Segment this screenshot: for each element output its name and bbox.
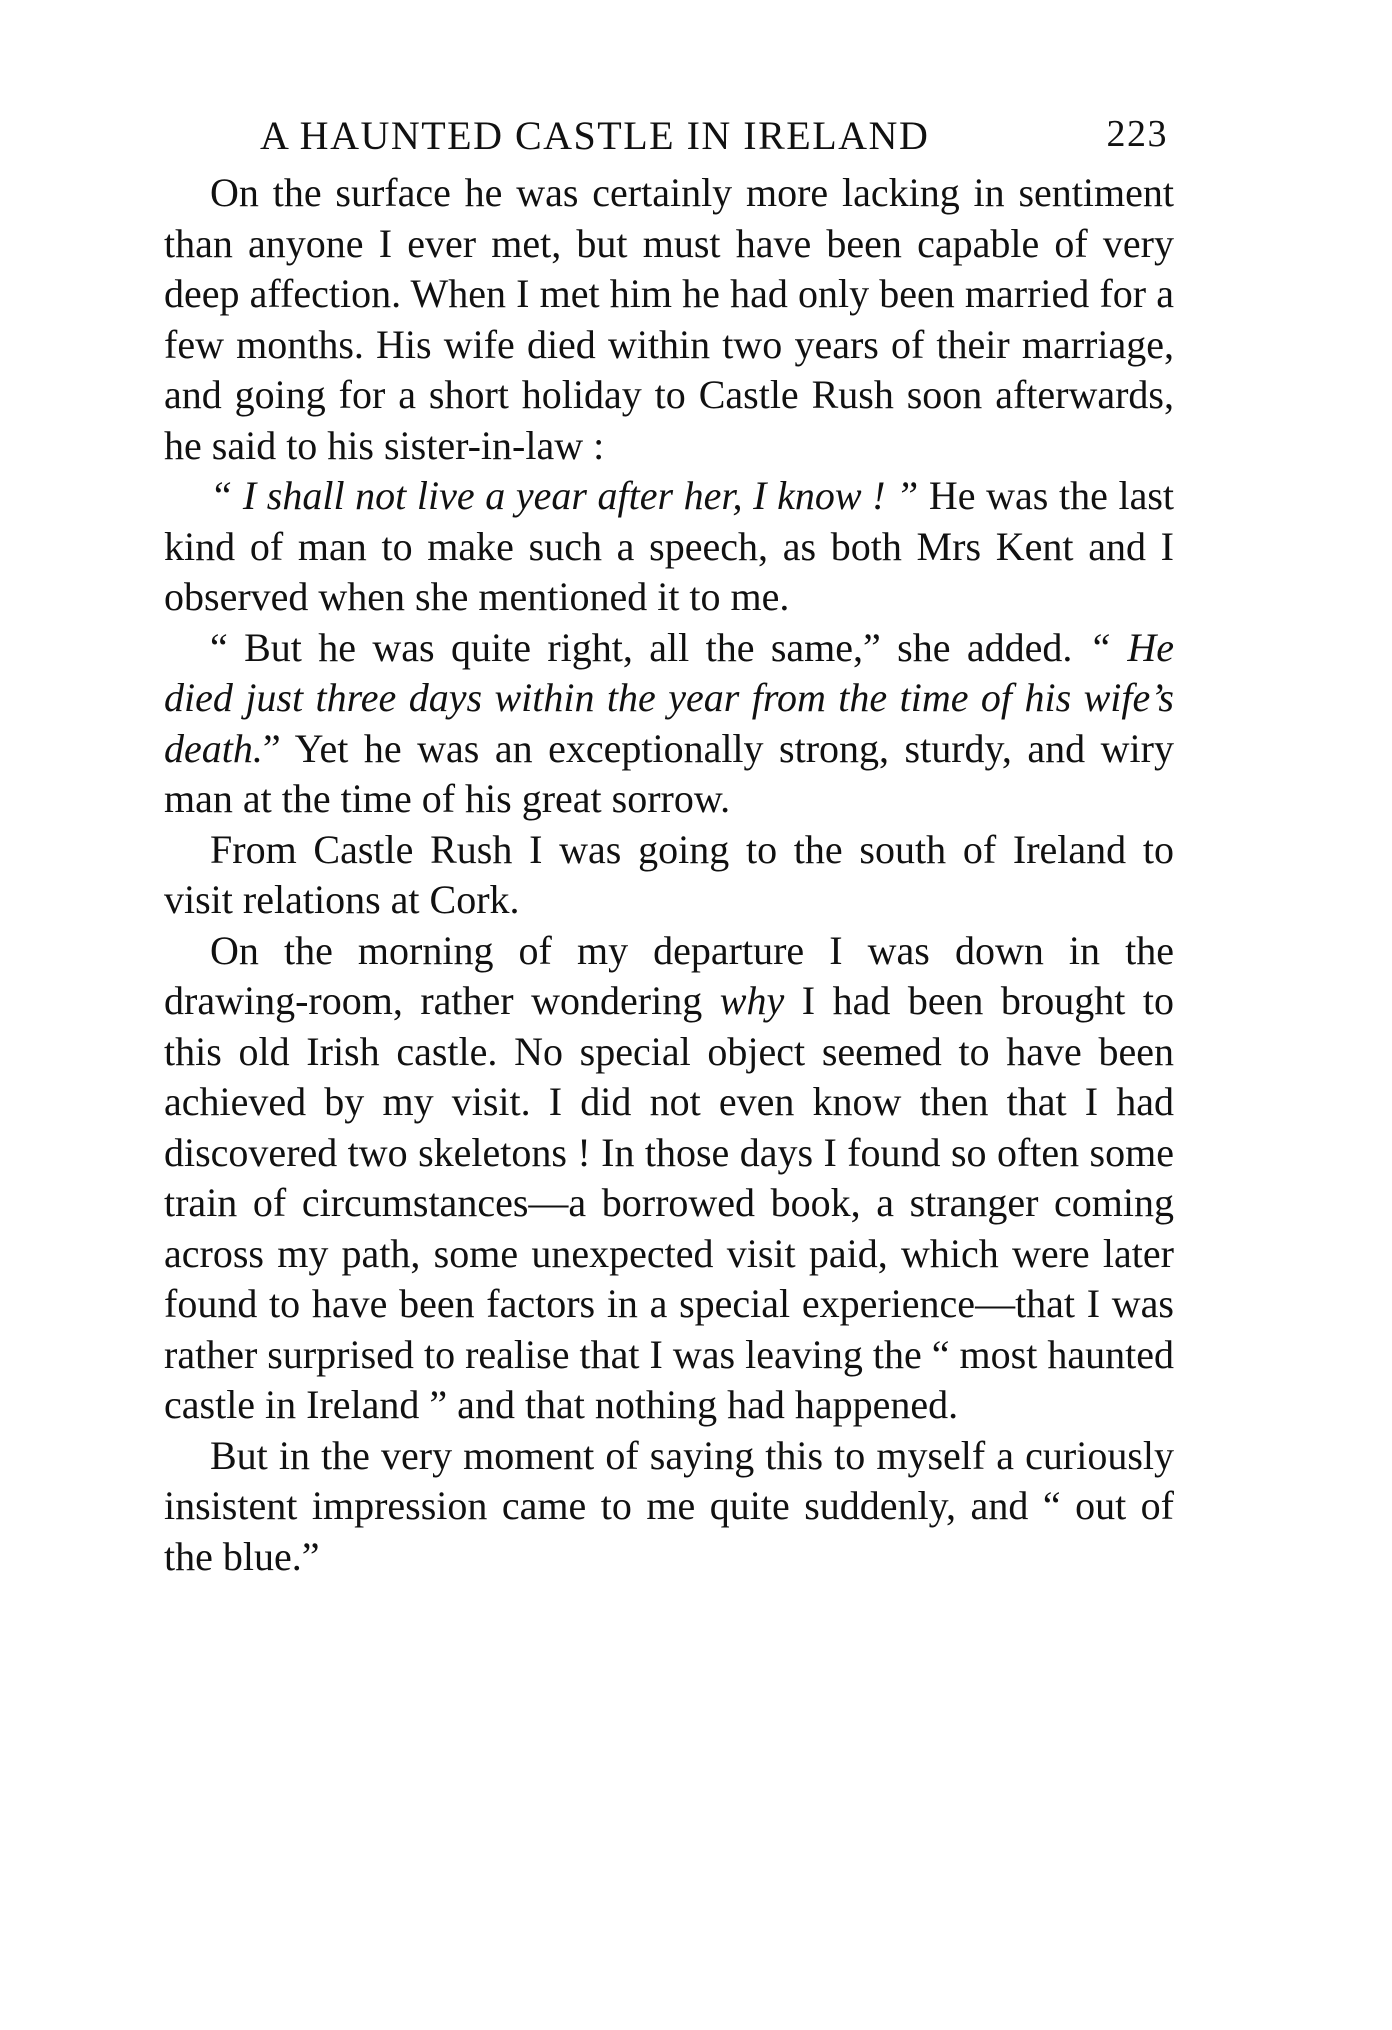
paragraph-1 [164,168,1174,471]
paragraph-3-text: ” Yet he was an exceptionally strong, sturdy, and wiry man at the time of his great sorrow. [164,725,1174,821]
paragraph-5-italic: why [719,978,785,1023]
paragraph-3-start: “ But he was quite right, all the same,” she added. [210,624,1089,670]
book-page [164,108,1174,1582]
paragraph-2 [164,471,1174,623]
paragraph-2-text: He was the last kind of man to make such a speech, as both Mrs Kent and I observed when she mentioned it to me. [164,473,1174,619]
paragraph-6 [164,1431,1174,1583]
paragraph-4 [164,825,1174,926]
paragraph-3-italic: “ He died just three days within the year from the time of his wife’s death. [164,624,1174,771]
paragraph-4-text: From Castle Rush I was going to the south of Ireland to visit relations at Cork. [164,826,1174,922]
running-head: A HAUNTED CASTLE IN IRELAND [260,113,930,158]
page-number: 223 [1106,113,1168,155]
paragraph-6-text: But in the very moment of saying this to myself a curiously insistent impression came to me quite suddenly, and “ out of the blue.” [164,1432,1174,1579]
page-header [164,108,1174,168]
paragraph-5-text: I had been brought to this old Irish castle. No special object seemed to have been achieved by my visit. I did not even know then that I had discovered two skeletons ! In those days I found so often some train of circumstances—a borrowed book, a stranger coming across my path, some unexpected visit paid, which were later found to have been factors in a special experience—that I was rather surprised to realise that I was leaving the “ most haunted castle in Ireland ” and that nothing had happened. [164,978,1174,1427]
paragraph-5 [164,926,1174,1431]
paragraph-3 [164,623,1174,825]
quoted-speech: “ I shall not live a year after her, I know ! ” [210,473,919,518]
paragraph-5-start: On the morning of my departure I was down in the drawing-room, rather wondering [164,927,1174,1023]
body-text [164,168,1174,1582]
paragraph-1-text: On the surface he was certainly more lacking in sentiment than anyone I ever met, but must have been capable of very deep affection. When I met him he had only been married for a few months. His wife died within two years of their marriage, and going for a short holiday to Castle Rush soon afterwards, he said to his sister-in-law : [164,170,1174,468]
